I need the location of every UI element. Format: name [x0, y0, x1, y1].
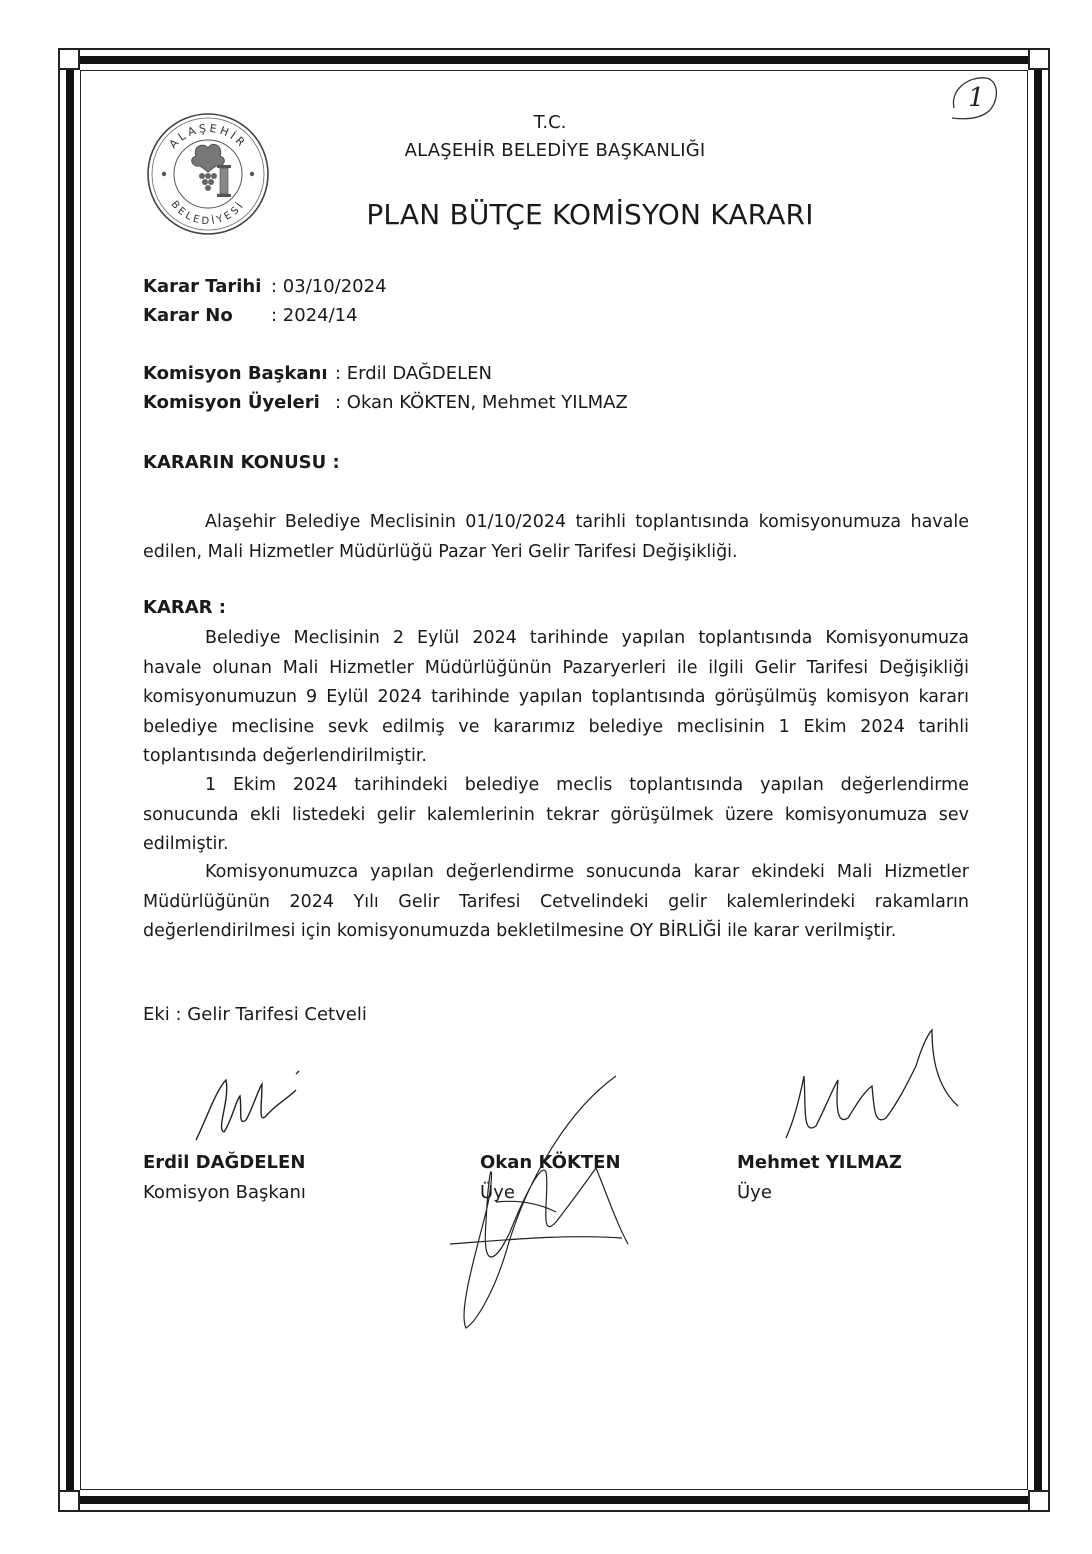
signature-erdil-dagdelen — [186, 1060, 316, 1150]
border-corner-bottom-right — [1028, 1490, 1050, 1512]
signature-name-chair: Erdil DAĞDELEN — [143, 1152, 306, 1173]
decision-number-label: Karar No — [143, 305, 233, 326]
subject-paragraph: Alaşehir Belediye Meclisinin 01/10/2024 tarihli toplantısında komisyonumuza havale edilen, Mali Hizmetler Müdürlüğü Pazar Yeri Gelir Tarifesi Değişikliği. — [143, 512, 969, 562]
subject-heading: KARARIN KONUSU : — [143, 452, 340, 473]
decision-heading: KARAR : — [143, 597, 226, 618]
border-corner-top-right — [1028, 48, 1050, 70]
annex-note: Eki : Gelir Tarifesi Cetveli — [143, 1004, 367, 1025]
signature-okan-kokten — [446, 1072, 636, 1334]
decision-date-row — [143, 276, 387, 297]
decision-number-row — [143, 305, 358, 326]
page-number-text: 1 — [968, 83, 985, 113]
municipality-seal-logo — [144, 110, 272, 238]
signature-role-member-2: Üye — [737, 1182, 772, 1203]
decision-paragraph-3: Komisyonumuzca yapılan değerlendirme sonucunda karar ekindeki Mali Hizmetler Müdürlüğünün 2024 Yılı Gelir Tarifesi Cetvelindeki gelir kalemlerindeki rakamların değerlendirilmesi için komisyonumuzda bekletilmesine OY BİRLİĞİ ile karar verilmiştir. — [143, 862, 969, 941]
signature-role-chair: Komisyon Başkanı — [143, 1182, 306, 1203]
decision-paragraph-2: 1 Ekim 2024 tarihindeki belediye meclis toplantısında yapılan değerlendirme sonucunda ekli listedeki gelir kalemlerinin tekrar görüşülmek üzere komisyonumuza sev edilmiştir. — [143, 775, 969, 854]
commission-members-row — [143, 392, 628, 413]
commission-members-label: Komisyon Üyeleri — [143, 392, 320, 413]
decision-paragraph-1: Belediye Meclisinin 2 Eylül 2024 tarihinde yapılan toplantısında Komisyonumuza havale olunan Mali Hizmetler Müdürlüğünün Pazaryerleri ile ilgili Gelir Tarifesi Değişikliği komisyonumuzun 9 Eylül 2024 tarihinde yapılan toplantısında görüşülmüş komisyon kararı belediye meclisine sevk edilmiş ve kararımız belediye meclisinin 1 Ekim 2024 tarihli toplantısında değerlendirilmiştir. — [143, 628, 969, 766]
document-title: PLAN BÜTÇE KOMİSYON KARARI — [366, 198, 814, 231]
decision-date-value: : 03/10/2024 — [271, 276, 387, 297]
commission-chair-value: : Erdil DAĞDELEN — [335, 363, 492, 384]
signature-name-member-1: Okan KÖKTEN — [480, 1152, 621, 1173]
commission-chair-label: Komisyon Başkanı — [143, 363, 328, 384]
header-tc: T.C. — [533, 112, 567, 133]
header-municipality: ALAŞEHİR BELEDİYE BAŞKANLIĞI — [404, 140, 706, 161]
border-corner-top-left — [58, 48, 80, 70]
commission-chair-row — [143, 363, 492, 384]
signature-role-member-1: Üye — [480, 1182, 515, 1203]
seal-bottom-text: BELEDİYESİ — [168, 199, 248, 228]
decision-number-value: : 2024/14 — [271, 305, 358, 326]
handwritten-page-number — [946, 72, 1002, 124]
decision-date-label: Karar Tarihi — [143, 276, 262, 297]
signature-name-member-2: Mehmet YILMAZ — [737, 1152, 902, 1173]
signature-mehmet-yilmaz — [782, 1026, 962, 1152]
seal-top-text: ALAŞEHİR — [166, 121, 250, 151]
commission-members-value: : Okan KÖKTEN, Mehmet YILMAZ — [335, 392, 628, 413]
border-corner-bottom-left — [58, 1490, 80, 1512]
